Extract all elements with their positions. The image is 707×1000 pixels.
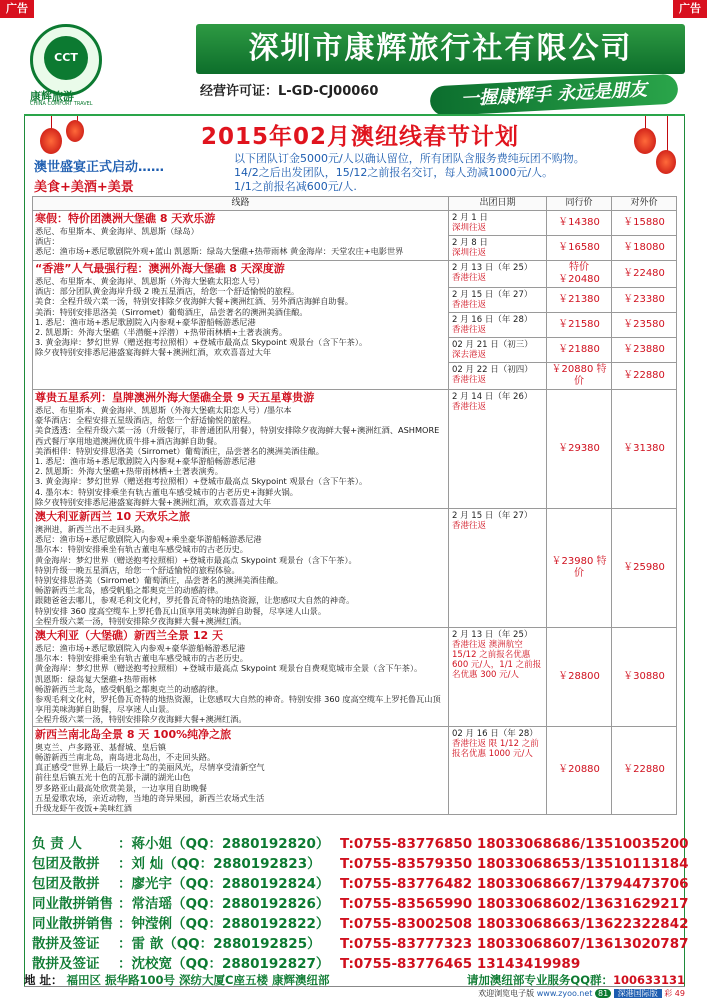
route-detail: 罗多路亚山最高处欣赏美景，一边享用自助晚餐 [35,782,207,793]
route-cell [33,261,449,390]
footer-edition: 深港国际版 [614,989,662,998]
contact-row [32,874,689,894]
retail-price: ￥23380 [612,288,677,313]
departure-date: 2 月 13 日（年 25） [452,263,533,273]
lantern-icon [40,128,62,154]
route-cell [33,628,449,727]
contact-phone: T:0755-83776465 13143419989 [340,956,581,972]
departure-cell [449,261,547,288]
route-cell [33,390,449,509]
route-detail: 悉尼、布里斯本、黄金海岸、凯恩斯（绿岛） [35,226,199,236]
qq-group-number: 100633131 [612,973,685,987]
intro-headline: 澳世盛宴正式启动…… [34,160,165,175]
departure-city: 香港往返 [452,521,487,532]
table-row [33,726,677,814]
footer-page-badge: 81 [595,989,611,998]
table-header-row [33,197,677,211]
departure-cell [449,236,547,261]
contact-row [32,914,689,934]
contact-role: 负 责 人 [32,836,82,852]
col-header-date: 出团日期 [449,197,547,211]
table-row [33,211,677,236]
contact-phone: T:0755-83565990 18033068602/13631629217 [340,896,689,912]
departure-city: 香港往返 [452,273,487,283]
route-detail: 澳洲进，新西兰出不走回头路。 [35,524,150,535]
departure-city: 香港往返 [452,325,487,335]
route-detail: 悉尼、布里斯本、黄金海岸、凯恩斯（外海大堡礁太阳恋人号） [35,276,265,286]
booking-note: 14/2之后出发团队，15/12之前报名交订，每人劲减1000元/人。 [234,166,554,179]
logo-name: 康辉旅游 [30,90,74,103]
trade-price: ￥21380 [547,288,612,313]
departure-date: 2 月 8 日 [452,238,488,248]
address-bar [24,974,685,986]
departure-city: 香港往返 [452,402,487,412]
trade-price: ￥14380 [547,211,612,236]
departure-cell [449,509,547,628]
departure-date: 2 月 13 日（年 25） [452,630,533,641]
retail-price: ￥22880 [612,363,677,390]
route-detail: 黄金海岸：梦幻世界（赠送抱考拉照相）+登城市最高点 Skypoint 观景台（含下午茶）。 [35,554,357,565]
route-detail: 墨尔本：特别安排乘坐有轨古董电车感受城市的古老历史。 [35,544,248,555]
contact-row [32,834,689,854]
route-detail: 1. 悉尼：渔市场+悉尼歌剧院入内参观+豪华游船畅游悉尼港 [35,456,256,467]
footer-site-link[interactable]: www.zyoo.net [536,989,593,998]
retail-price: ￥23880 [612,338,677,363]
col-header-trade-price: 同行价 [547,197,612,211]
contact-name: ：廖光宇（QQ：2880192824） [118,876,330,892]
contact-name: ：常洁瑶（QQ：2880192826） [118,896,330,912]
route-detail: 畅游新西兰北岛，感受帆船之都奥克兰的动感韵律。 [35,683,224,694]
trade-price: ￥20880 [547,726,612,814]
booking-note: 1/1之前报名减600元/人. [234,180,357,193]
contact-row [32,954,676,974]
contact-role: 散拼及签证 [32,956,100,972]
col-header-retail-price: 对外价 [612,197,677,211]
page-title: 2015年02月澳纽线春节计划 [200,124,520,150]
route-cell [33,211,449,261]
license-number: 经营许可证：L-GD-CJ00060 [200,84,379,99]
route-detail: 2. 凯恩斯：外海大堡礁（半潜艇+浮潜）+热带雨林栖+土著表演秀。 [35,327,288,338]
route-detail: 美食：全程升级六菜一汤，特别安排除夕夜海鲜大餐+澳洲红酒、另外酒店海鲜自助餐。 [35,296,353,307]
address-label: 地 址： [24,973,63,987]
route-detail: 悉尼：渔市场+悉尼歌剧院入内参观+豪华游船畅游悉尼港 [35,643,246,654]
retail-price: ￥25980 [612,509,677,628]
departure-city: 深去港返 [452,350,487,360]
route-detail: 畅游新西兰南北岛，南岛进北岛出，不走回头路。 [35,751,216,762]
trade-price: ￥21880 [547,338,612,363]
retail-price: ￥23580 [612,313,677,338]
route-title: 寒假：特价团澳洲大堡礁 8 天欢乐游 [35,212,216,225]
retail-price: ￥30880 [612,628,677,727]
intro-tagline: 美食+美酒+美景 [34,180,134,195]
departure-city: 香港往返 [452,375,487,385]
route-title: 新西兰南北岛全景 8 天 100%纯净之旅 [35,727,232,741]
retail-price: ￥22880 [612,726,677,814]
address-text: 福田区 振华路100号 深纺大厦C座五楼 康辉澳纽部 [66,973,330,987]
ad-label-left: 广告 [0,0,34,18]
route-detail: 凯恩斯：绿岛复大堡礁+热带雨林 [35,673,157,684]
route-detail: 3. 黄金海岸：梦幻世界（赠送抱考拉照相）+登城市最高点 Skypoint 观景台（含下午茶）。 [35,476,368,487]
departure-city: 深圳往返 [452,223,487,233]
departure-city: 香港往返 澳洲航空 15/12 之前报名优惠 600 元/人，1/1 之前报名优惠 300 元/人 [452,640,542,681]
table-row [33,390,677,509]
company-name: 深圳市康辉旅行社有限公司 [248,31,633,66]
route-detail: 悉尼、布里斯本、黄金海岸、凯恩斯（外海大堡礁太阳恋人号）/墨尔本 [35,405,292,415]
route-detail: 全程升级六菜一汤，特别安排除夕夜海鲜大餐+澳洲红酒。 [35,615,247,626]
lantern-icon [634,128,656,154]
ad-label-right: 广告 [673,0,707,18]
trade-price: ￥28800 [547,628,612,727]
route-detail: 畅游新西兰北岛，感受帆船之都奥克兰的动感韵律。 [35,585,224,596]
route-detail: 美酒：特别安排思洛美（Sirromet）葡萄酒庄，品尝著名的澳洲美酒佳酿。 [35,306,308,317]
route-detail: 奥克兰、卢多路亚、基督城、皇后镇 [35,741,167,752]
retail-price: ￥15880 [612,211,677,236]
logo-subtitle: CHINA COMFORT TRAVEL [30,101,93,107]
contact-name: ：沈校宽（QQ：2880192827） [118,956,330,972]
trade-price: ￥21580 [547,313,612,338]
itinerary-table [32,196,677,815]
route-detail: 五星爱歌农场，亲近动物，当地的奇异果园，新西兰农场式生活 [35,792,265,803]
departure-cell [449,628,547,727]
lantern-icon [656,150,676,174]
header-divider [24,114,685,116]
departure-cell [449,390,547,509]
trade-price: ￥29380 [547,390,612,509]
slogan: 一握康辉手 永远是朋友 [429,74,678,117]
contact-name: ：蒋小姐（QQ：2880192820） [118,836,330,852]
route-detail: 参观毛利文化村，罗托鲁瓦奇特的地热资源，让您感叹大自然的神奇。特别安排 360 度高空缆车上罗托鲁瓦山顶享用美味海鲜自助餐，尽享迷人山景。 [35,694,441,715]
route-detail: 1. 悉尼：渔市场+悉尼歌剧院入内参观+豪华游船畅游悉尼港 [35,316,256,327]
departure-cell [449,211,547,236]
table-row [33,628,677,727]
route-detail: 跟随爸爸去哪儿，参观毛利文化村，罗托鲁瓦奇特的地热资源，让您感叹大自然的神奇。 [35,595,355,606]
route-detail: 墨尔本：特别安排乘坐有轨古董电车感受城市的古老历史。 [35,653,248,664]
route-detail: 黄金海岸：梦幻世界（赠送抱考拉照相）+登城市最高点 Skypoint 观景台自费观览城市全景（含下午茶）。 [35,663,423,674]
departure-date: 2 月 14 日（年 26） [452,392,533,402]
departure-date: 02 月 16 日（年 28） [452,728,538,739]
page-footer [24,986,685,1000]
departure-cell [449,288,547,313]
contact-role: 包团及散拼 [32,856,100,872]
route-detail: 悉尼：渔市场+悉尼歌剧院外观+蓝山 凯恩斯：绿岛大堡礁+热带雨林 黄金海岸：天堂农庄+电影世界 [35,246,404,257]
contact-phone: T:0755-83776850 18033068686/13510035200 [340,836,689,852]
contact-list [32,834,689,974]
route-title: “香港”人气最强行程：澳洲外海大堡礁 8 天深度游 [35,262,285,275]
departure-cell [449,363,547,390]
contact-row [32,854,689,874]
route-detail: 4. 墨尔本：特别安排乘坐有轨古董电车感受城市的古老历史+海鲜火锅。 [35,486,298,497]
route-detail: 酒店： [35,236,60,247]
route-title: 澳大利亚（大堡礁）新西兰全景 12 天 [35,629,223,643]
booking-notes [234,152,634,194]
lantern-string [667,116,668,152]
departure-date: 2 月 16 日（年 28） [452,315,533,325]
route-detail: 前往皇后镇五光十色的瓦那卡湖的湖光山色 [35,772,191,783]
route-detail: 3. 黄金海岸：梦幻世界（赠送抱考拉照相）+登城市最高点 Skypoint 观景台（含下午茶）。 [35,337,368,348]
contact-role: 包团及散拼 [32,876,100,892]
route-title: 澳大利亚新西兰 10 天欢乐之旅 [35,510,190,524]
trade-price: ￥16580 [547,236,612,261]
departure-date: 2 月 15 日（年 27） [452,290,533,300]
table-row [33,509,677,628]
route-detail: 真正感受“世界上最后一块净土”的美丽风光，尽情享受清新空气 [35,762,265,773]
route-cell [33,509,449,628]
contact-row [32,934,689,954]
departure-cell [449,726,547,814]
contact-role: 同业散拼销售 [32,916,113,932]
contact-row [32,894,689,914]
route-detail: 特别升级一晚五星酒店，给您一个舒适愉悦的旅程体验。 [35,564,240,575]
footer-page-number: 彩 49 [664,989,685,998]
retail-price: ￥18080 [612,236,677,261]
retail-price: ￥31380 [612,390,677,509]
route-detail: 美食透透：全程升级六菜一汤（升级餐厅，非普通团队用餐），特别安排除夕夜海鲜大餐+澳洲红酒、ASHMORE 西式餐厅享用地道澳洲优质牛排+酒店海鲜自助餐。 [35,425,440,446]
retail-price: ￥22480 [612,261,677,288]
booking-note: 以下团队订金5000元/人以确认留位，所有团队含服务费纯玩团不购物。 [234,152,585,165]
route-detail: 除夕夜特别安排悉尼港盛宴海鲜大餐+澳洲红酒，欢欢喜喜过大年 [35,347,272,358]
departure-city: 香港往返 [452,300,487,310]
contact-phone: T:0755-83002508 18033068663/13622322842 [340,916,689,932]
departure-cell [449,338,547,363]
contact-name: ：钟滢俐（QQ：2880192822） [118,916,330,932]
route-title: 尊贵五星系列：皇牌澳洲外海大堡礁全景 9 天五星尊贵游 [35,391,315,404]
contact-name: ：雷 歆（QQ：2880192825） [118,936,321,952]
departure-date: 2 月 1 日 [452,213,488,223]
contact-phone: T:0755-83777323 18033068607/13613020787 [340,936,689,952]
contact-role: 同业散拼销售 [32,896,113,912]
route-detail: 除夕夜特别安排悉尼港盛宴海鲜大餐+澳洲红酒，欢欢喜喜过大年 [35,496,272,507]
departure-city: 深圳往返 [452,248,487,258]
logo-mark: CCT [44,36,88,80]
trade-price: ￥20880 特价 [547,363,612,390]
contact-phone: T:0755-83776482 18033068667/13794473706 [340,876,689,892]
trade-price: ￥23980 特价 [547,509,612,628]
contact-phone: T:0755-83579350 18033068653/13510113184 [340,856,689,872]
route-detail: 2. 凯恩斯：外海大堡礁+热带雨林栖+土著表演秀。 [35,466,223,477]
footer-browse: 欢迎浏览电子版 [478,989,535,998]
trade-price: 特价 ￥20480 [547,261,612,288]
route-cell [33,726,449,814]
departure-city: 香港往返 限 1/12 之前报名优惠 1000 元/人 [452,738,539,759]
departure-date: 02 月 21 日（初三） [452,340,533,350]
departure-cell [449,313,547,338]
col-header-route: 线路 [33,197,449,211]
route-detail: 全程升级六菜一汤，特别安排除夕夜海鲜大餐+澳洲红酒。 [35,714,247,725]
route-detail: 豪华酒店：全程安排五星级酒店，给您一个舒适愉悦的旅程。 [35,415,257,426]
route-detail: 酒店：部分团队黄金海岸升级 2 晚五星酒店，给您一个舒适愉悦的旅程。 [35,286,300,297]
route-detail: 悉尼：渔市场+悉尼歌剧院入内参观+乘坐豪华游船畅游悉尼港 [35,534,262,545]
departure-date: 02 月 22 日（初四） [452,365,533,375]
lantern-icon [66,120,84,142]
route-detail: 美酒相伴：特别安排思洛美（Sirromet）葡萄酒庄，品尝著名的澳洲美酒佳酿。 [35,445,324,456]
route-detail: 特别安排 360 度高空缆车上罗托鲁瓦山顶享用美味海鲜自助餐，尽享迷人山景。 [35,605,327,616]
route-detail: 特别安排思洛美（Sirromet）葡萄酒庄，品尝著名的澳洲美酒佳酿。 [35,575,283,586]
route-detail: 升级龙虾午夜饭+美味红酒 [35,802,132,813]
contact-name: ：刘 灿（QQ：2880192823） [118,856,321,872]
departure-date: 2 月 15 日（年 27） [452,511,533,522]
contact-role: 散拼及签证 [32,936,100,952]
qq-group-label: 请加澳纽部专业服务QQ群： [466,973,613,987]
